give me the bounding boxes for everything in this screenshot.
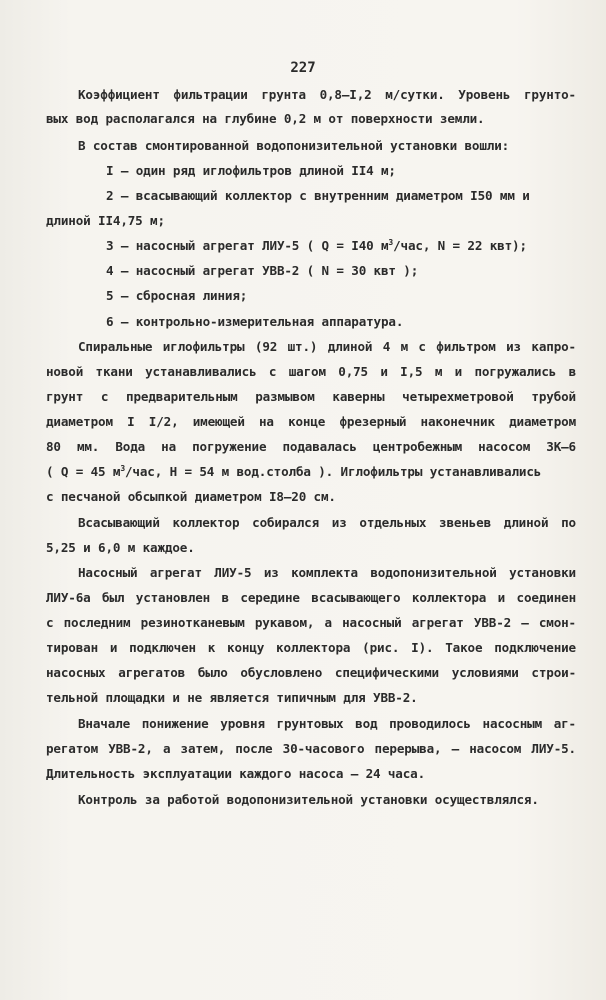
text-line: В состав смонтированной водопонизительной установки вошли:: [78, 138, 510, 153]
text-line: новой ткани устанавливались с шагом 0,75 и I,5 м и погружались в: [46, 364, 576, 379]
text-line: ( Q = 45 $м^3$/час, Н = 54 м вод.столба ). Иглофильтры устанавливались: [46, 464, 542, 479]
text-line: тельной площадки и не является типичным для УВВ-2.: [46, 690, 418, 705]
list-item: 2 – всасывающий коллектор с внутренним диаметром I50 мм и: [106, 188, 530, 203]
text-line: Насосный агрегат ЛИУ-5 из комплекта водопонизительной установки: [78, 565, 576, 580]
text-line: 80 мм. Вода на погружение подавалась центробежным насосом 3К–6: [46, 439, 576, 454]
list-item: 5 – сбросная линия;: [106, 288, 248, 303]
list-item: 4 – насосный агрегат УВВ-2 ( N = 30 квт );: [106, 263, 419, 278]
text-line: с последним резинотканевым рукавом, а насосный агрегат УВВ-2 – смон-: [46, 615, 576, 630]
text-line: Вначале понижение уровня грунтовых вод проводилось насосным аг-: [78, 716, 576, 731]
text-line: насосных агрегатов было обусловлено специфическими условиями строи-: [46, 665, 576, 680]
text-line: регатом УВВ-2, а затем, после 30-часового перерыва, – насосом ЛИУ-5.: [46, 741, 576, 756]
text-line: диаметром I I/2, имеющей на конце фрезерный наконечник диаметром: [46, 414, 576, 429]
text-line: ЛИУ-6а был установлен в середине всасывающего коллектора и соединен: [46, 590, 576, 605]
list-item: 6 – контрольно-измерительная аппаратура.: [106, 314, 404, 329]
text-line: Длительность эксплуатации каждого насоса – 24 часа.: [46, 766, 426, 781]
text-line: грунт с предварительным размывом каверны четырехметровой трубой: [46, 389, 576, 404]
page-number: 227: [290, 60, 316, 76]
list-item: I – один ряд иглофильтров длиной II4 м;: [106, 163, 396, 178]
text-line: тирован и подключен к концу коллектора (рис. I). Такое подключение: [46, 640, 576, 655]
text-line: вых вод располагался на глубине 0,2 м от поверхности земли.: [46, 111, 485, 126]
list-item: 3 – насосный агрегат ЛИУ-5 ( Q = I40 $м^3$/час, N = 22 квт);: [106, 238, 527, 253]
list-item: длиной II4,75 м;: [46, 213, 165, 228]
text-line: Всасывающий коллектор собирался из отдельных звеньев длиной по: [78, 515, 576, 530]
text-line: 5,25 и 6,0 м каждое.: [46, 540, 195, 555]
text-line: с песчаной обсыпкой диаметром I8–20 см.: [46, 489, 336, 504]
text-line: Контроль за работой водопонизительной установки осуществлялся.: [78, 792, 539, 807]
text-line: Спиральные иглофильтры (92 шт.) длиной 4 м с фильтром из капро-: [78, 339, 576, 354]
text-line: Коэффициент фильтрации грунта 0,8–I,2 м/сутки. Уровень грунто-: [78, 87, 576, 102]
